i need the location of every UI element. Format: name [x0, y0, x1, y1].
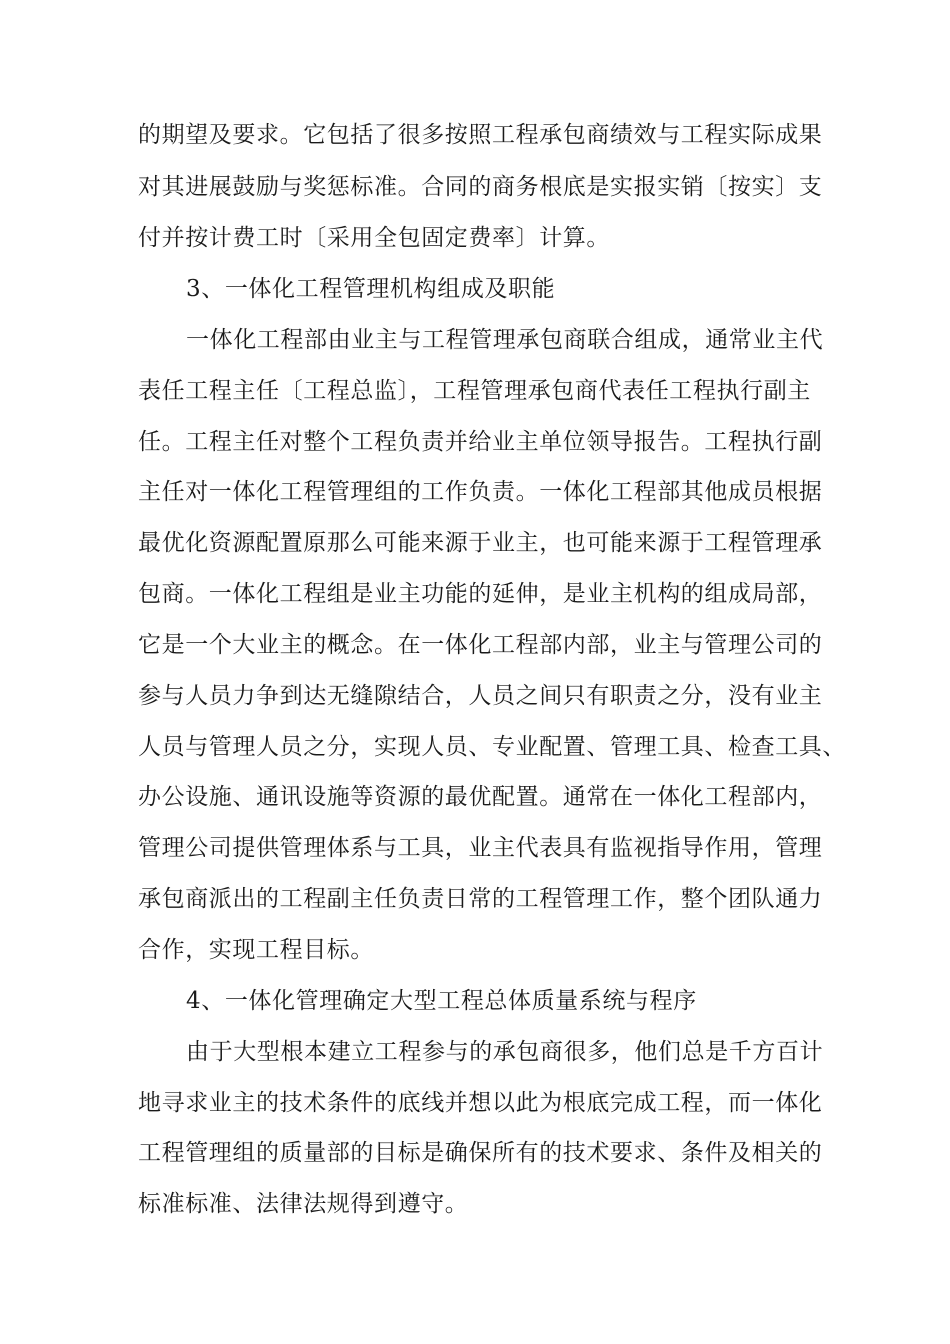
body-line: 地寻求业主的技术条件的底线并想以此为根底完成工程，而一体化: [138, 1090, 823, 1116]
body-line: 合作，实现工程目标。: [138, 937, 374, 963]
body-line: 对其进展鼓励与奖惩标准。合同的商务根底是实报实销〔按实〕支: [138, 174, 823, 200]
section-heading-4: 4、一体化管理确定大型工程总体质量系统与程序: [186, 988, 697, 1014]
body-line: 参与人员力争到达无缝隙结合，人员之间只有职责之分，没有业主: [138, 683, 823, 709]
body-line: 表任工程主任〔工程总监〕，工程管理承包商代表任工程执行副主: [138, 378, 811, 404]
body-line: 包商。一体化工程组是业主功能的延伸，是业主机构的组成局部，: [138, 581, 823, 607]
body-line: 任。工程主任对整个工程负责并给业主单位领导报告。工程执行副: [138, 429, 823, 455]
section-heading-3: 3、一体化工程管理机构组成及职能: [186, 276, 556, 302]
body-line: 办公设施、通讯设施等资源的最优配置。通常在一体化工程部内，: [138, 784, 823, 810]
body-line: 承包商派出的工程副主任负责日常的工程管理工作，整个团队通力: [138, 886, 823, 912]
body-line: 工程管理组的质量部的目标是确保所有的技术要求、条件及相关的: [138, 1140, 823, 1166]
body-line: 由于大型根本建立工程参与的承包商很多，他们总是千方百计: [186, 1039, 824, 1065]
body-line: 的期望及要求。它包括了很多按照工程承包商绩效与工程实际成果: [138, 122, 823, 148]
body-line: 最优化资源配置原那么可能来源于业主，也可能来源于工程管理承: [138, 530, 823, 556]
body-line: 主任对一体化工程管理组的工作负责。一体化工程部其他成员根据: [138, 479, 823, 505]
body-line: 一体化工程部由业主与工程管理承包商联合组成，通常业主代: [186, 327, 824, 353]
body-line: 付并按计费工时〔采用全包固定费率〕计算。: [138, 225, 610, 251]
body-line: 人员与管理人员之分，实现人员、专业配置、管理工具、检查工具、: [138, 734, 846, 760]
body-line: 管理公司提供管理体系与工具，业主代表具有监视指导作用，管理: [138, 835, 823, 861]
body-line: 标准标准、法律法规得到遵守。: [138, 1191, 469, 1217]
body-line: 它是一个大业主的概念。在一体化工程部内部，业主与管理公司的: [138, 632, 823, 658]
